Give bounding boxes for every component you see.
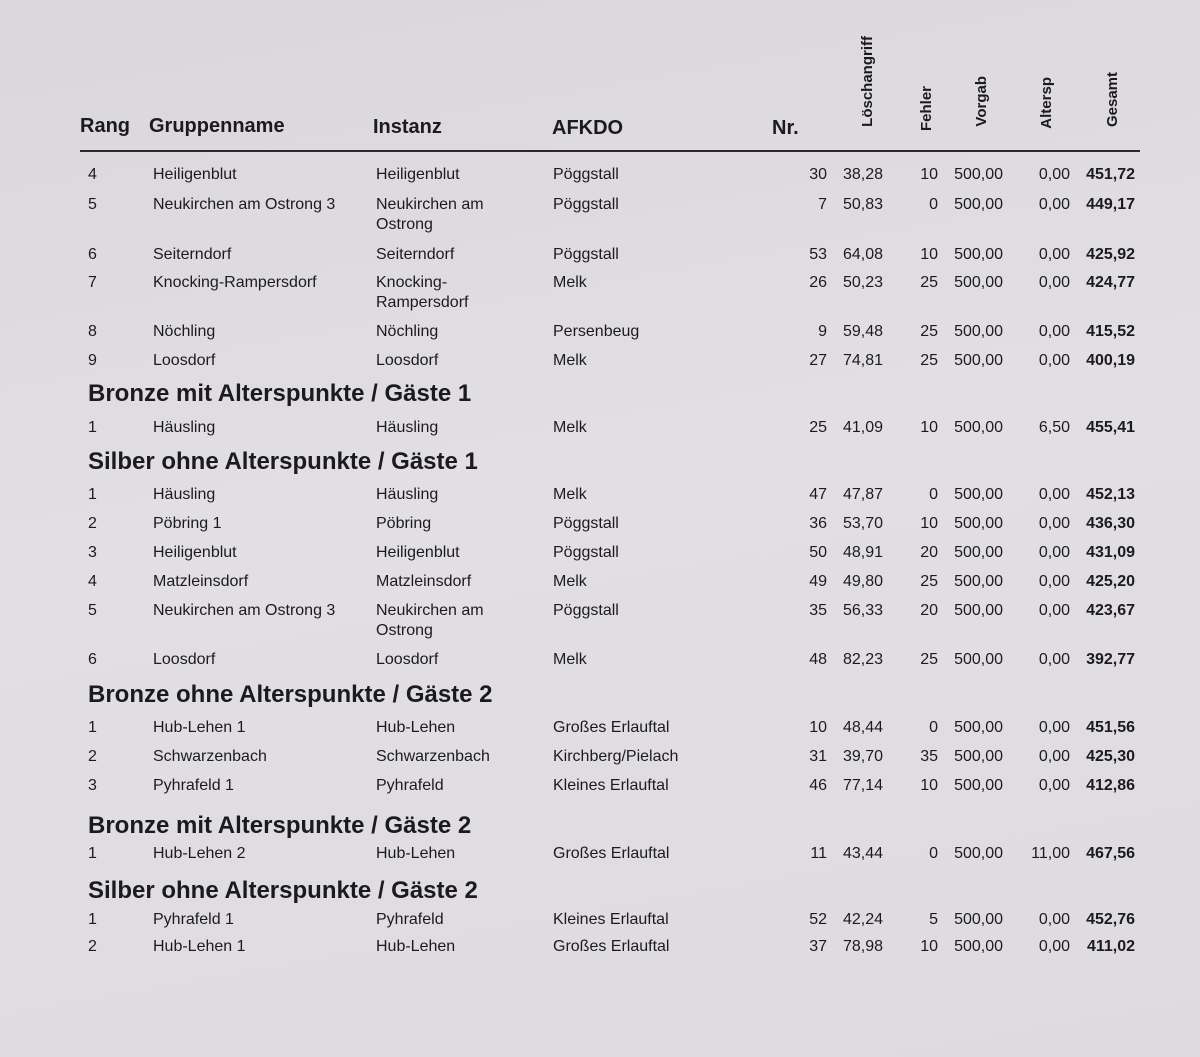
cell-name: Neukirchen am Ostrong 3 <box>153 602 336 619</box>
cell-nr: 35 <box>809 602 827 619</box>
cell-vorgabe: 500,00 <box>954 748 1003 765</box>
cell-rang: 4 <box>88 573 97 590</box>
table-row <box>0 245 1200 275</box>
cell-afkdo: Kirchberg/Pielach <box>553 748 679 765</box>
cell-alter: 0,00 <box>1038 602 1070 619</box>
table-row <box>0 650 1200 680</box>
cell-name: Seiterndorf <box>153 246 232 263</box>
cell-alter: 6,50 <box>1038 419 1070 436</box>
cell-name: Heiligenblut <box>153 544 237 561</box>
cell-gesamt: 452,76 <box>1086 911 1135 928</box>
table-row <box>0 747 1200 777</box>
cell-gesamt: 425,92 <box>1086 246 1135 263</box>
cell-fehler: 0 <box>929 845 938 862</box>
cell-vorgabe: 500,00 <box>954 515 1003 532</box>
section-title: Bronze mit Alterspunkte / Gäste 1 <box>88 380 472 407</box>
cell-instanz: Pöbring <box>376 515 432 532</box>
cell-loesch: 82,23 <box>842 651 883 668</box>
cell-rang: 2 <box>88 938 97 955</box>
header-fehler: Fehler <box>918 86 935 132</box>
cell-fehler: 25 <box>920 352 938 369</box>
cell-nr: 27 <box>809 352 827 369</box>
cell-rang: 6 <box>88 246 97 263</box>
header-altersp: Altersp <box>1038 77 1055 129</box>
cell-instanz: Neukirchen am Ostrong <box>376 196 484 233</box>
cell-gesamt: 452,13 <box>1086 486 1135 503</box>
cell-fehler: 25 <box>920 573 938 590</box>
cell-name: Häusling <box>153 419 216 436</box>
cell-rang: 1 <box>88 719 97 736</box>
cell-nr: 37 <box>809 938 827 955</box>
cell-afkdo: Melk <box>553 486 587 503</box>
cell-fehler: 0 <box>929 486 938 503</box>
cell-nr: 47 <box>809 486 827 503</box>
cell-alter: 11,00 <box>1031 845 1070 862</box>
cell-alter: 0,00 <box>1038 748 1070 765</box>
cell-vorgabe: 500,00 <box>954 573 1003 590</box>
cell-gesamt: 451,72 <box>1086 166 1135 183</box>
cell-vorgabe: 500,00 <box>954 845 1003 862</box>
cell-instanz: Häusling <box>376 486 439 503</box>
cell-loesch: 78,98 <box>842 938 883 955</box>
cell-loesch: 39,70 <box>842 748 883 765</box>
header-vorgab: Vorgab <box>973 76 990 127</box>
cell-afkdo: Melk <box>553 274 587 291</box>
cell-gesamt: 411,02 <box>1086 938 1135 955</box>
cell-name: Nöchling <box>153 323 216 340</box>
cell-fehler: 10 <box>920 419 938 436</box>
cell-name: Hub-Lehen 2 <box>153 845 246 862</box>
cell-rang: 9 <box>88 352 97 369</box>
cell-afkdo: Pöggstall <box>553 602 619 619</box>
cell-rang: 1 <box>88 911 97 928</box>
cell-loesch: 56,33 <box>842 602 883 619</box>
cell-loesch: 53,70 <box>842 515 883 532</box>
cell-name: Pyhrafeld 1 <box>153 911 234 928</box>
table-row <box>0 910 1200 940</box>
cell-nr: 46 <box>809 777 827 794</box>
cell-loesch: 59,48 <box>842 323 883 340</box>
cell-fehler: 10 <box>920 515 938 532</box>
cell-name: Pyhrafeld 1 <box>153 777 234 794</box>
cell-gesamt: 415,52 <box>1086 323 1135 340</box>
cell-loesch: 49,80 <box>842 573 883 590</box>
cell-name: Heiligenblut <box>153 166 237 183</box>
cell-vorgabe: 500,00 <box>954 544 1003 561</box>
cell-gesamt: 451,56 <box>1086 719 1135 736</box>
cell-gesamt: 424,77 <box>1086 274 1135 291</box>
cell-afkdo: Melk <box>553 573 587 590</box>
table-row <box>0 937 1200 967</box>
header-nr: Nr. <box>772 117 799 139</box>
cell-fehler: 5 <box>929 911 938 928</box>
cell-alter: 0,00 <box>1038 246 1070 263</box>
cell-rang: 1 <box>88 419 97 436</box>
header-instanz: Instanz <box>373 116 442 138</box>
cell-instanz: Heiligenblut <box>376 544 460 561</box>
cell-instanz: Seiterndorf <box>376 246 455 263</box>
cell-vorgabe: 500,00 <box>954 352 1003 369</box>
header-rule <box>80 150 1140 152</box>
header-gruppenname: Gruppenname <box>149 115 285 137</box>
cell-nr: 36 <box>809 515 827 532</box>
cell-vorgabe: 500,00 <box>954 166 1003 183</box>
table-row <box>0 718 1200 748</box>
cell-name: Neukirchen am Ostrong 3 <box>153 196 336 213</box>
cell-rang: 8 <box>88 323 97 340</box>
cell-rang: 1 <box>88 486 97 503</box>
cell-loesch: 50,23 <box>842 274 883 291</box>
cell-instanz: Matzleinsdorf <box>376 573 472 590</box>
cell-nr: 26 <box>809 274 827 291</box>
cell-fehler: 25 <box>920 323 938 340</box>
cell-alter: 0,00 <box>1038 573 1070 590</box>
cell-afkdo: Pöggstall <box>553 166 619 183</box>
cell-loesch: 48,44 <box>842 719 883 736</box>
cell-gesamt: 423,67 <box>1086 602 1135 619</box>
cell-gesamt: 431,09 <box>1086 544 1135 561</box>
cell-name: Pöbring 1 <box>153 515 222 532</box>
cell-afkdo: Großes Erlauftal <box>553 719 670 736</box>
cell-fehler: 25 <box>920 651 938 668</box>
cell-name: Loosdorf <box>153 651 216 668</box>
cell-instanz: Hub-Lehen <box>376 845 456 862</box>
cell-instanz: Pyhrafeld <box>376 777 444 794</box>
section-title: Bronze mit Alterspunkte / Gäste 2 <box>88 812 472 839</box>
table-row <box>0 322 1200 352</box>
header-afkdo: AFKDO <box>552 117 624 139</box>
cell-gesamt: 425,30 <box>1086 748 1135 765</box>
cell-name: Knocking-Rampersdorf <box>153 274 317 291</box>
cell-nr: 49 <box>809 573 827 590</box>
cell-alter: 0,00 <box>1038 544 1070 561</box>
cell-gesamt: 425,20 <box>1086 573 1135 590</box>
cell-alter: 0,00 <box>1038 777 1070 794</box>
table-row <box>0 601 1200 639</box>
cell-loesch: 64,08 <box>842 246 883 263</box>
cell-nr: 7 <box>818 196 827 213</box>
cell-vorgabe: 500,00 <box>954 938 1003 955</box>
section-title: Bronze ohne Alterspunkte / Gäste 2 <box>88 681 493 708</box>
cell-fehler: 0 <box>929 719 938 736</box>
cell-gesamt: 449,17 <box>1086 196 1135 213</box>
table-row <box>0 485 1200 515</box>
cell-loesch: 41,09 <box>842 419 883 436</box>
cell-alter: 0,00 <box>1038 352 1070 369</box>
cell-gesamt: 467,56 <box>1086 845 1135 862</box>
cell-nr: 30 <box>809 166 827 183</box>
cell-vorgabe: 500,00 <box>954 486 1003 503</box>
cell-afkdo: Persenbeug <box>553 323 640 340</box>
cell-afkdo: Pöggstall <box>553 246 619 263</box>
cell-vorgabe: 500,00 <box>954 602 1003 619</box>
cell-instanz: Neukirchen am Ostrong <box>376 602 484 639</box>
cell-afkdo: Melk <box>553 419 587 436</box>
section-title: Silber ohne Alterspunkte / Gäste 1 <box>88 448 478 475</box>
cell-instanz: Pyhrafeld <box>376 911 444 928</box>
cell-loesch: 77,14 <box>842 777 883 794</box>
cell-vorgabe: 500,00 <box>954 777 1003 794</box>
cell-instanz: Häusling <box>376 419 439 436</box>
cell-nr: 48 <box>809 651 827 668</box>
cell-vorgabe: 500,00 <box>954 323 1003 340</box>
cell-alter: 0,00 <box>1038 196 1070 213</box>
section-title: Silber ohne Alterspunkte / Gäste 2 <box>88 877 478 904</box>
cell-afkdo: Pöggstall <box>553 196 619 213</box>
cell-loesch: 43,44 <box>842 845 883 862</box>
cell-vorgabe: 500,00 <box>954 274 1003 291</box>
cell-rang: 5 <box>88 196 97 213</box>
cell-loesch: 38,28 <box>842 166 883 183</box>
cell-instanz: Schwarzenbach <box>376 748 490 765</box>
cell-instanz: Loosdorf <box>376 352 439 369</box>
table-row <box>0 572 1200 602</box>
cell-instanz: Knocking-Rampersdorf <box>376 274 469 311</box>
cell-nr: 50 <box>809 544 827 561</box>
cell-fehler: 10 <box>920 777 938 794</box>
cell-loesch: 74,81 <box>842 352 883 369</box>
cell-rang: 4 <box>88 166 97 183</box>
header-gesamt: Gesamt <box>1104 72 1121 128</box>
cell-loesch: 47,87 <box>842 486 883 503</box>
cell-afkdo: Pöggstall <box>553 544 619 561</box>
cell-loesch: 48,91 <box>842 544 883 561</box>
cell-rang: 7 <box>88 274 97 291</box>
cell-alter: 0,00 <box>1038 323 1070 340</box>
cell-fehler: 10 <box>920 166 938 183</box>
table-row <box>0 165 1200 195</box>
cell-name: Matzleinsdorf <box>153 573 249 590</box>
cell-name: Loosdorf <box>153 352 216 369</box>
cell-nr: 11 <box>810 845 827 862</box>
cell-gesamt: 412,86 <box>1086 777 1135 794</box>
cell-alter: 0,00 <box>1038 911 1070 928</box>
cell-fehler: 0 <box>929 196 938 213</box>
cell-instanz: Nöchling <box>376 323 439 340</box>
cell-afkdo: Pöggstall <box>553 515 619 532</box>
cell-rang: 2 <box>88 515 97 532</box>
cell-alter: 0,00 <box>1038 651 1070 668</box>
cell-fehler: 20 <box>920 602 938 619</box>
cell-instanz: Heiligenblut <box>376 166 460 183</box>
table-row <box>0 418 1200 448</box>
table-row <box>0 844 1200 874</box>
cell-afkdo: Kleines Erlauftal <box>553 911 669 928</box>
cell-vorgabe: 500,00 <box>954 719 1003 736</box>
cell-nr: 31 <box>809 748 827 765</box>
cell-fehler: 10 <box>920 246 938 263</box>
cell-gesamt: 436,30 <box>1086 515 1135 532</box>
cell-vorgabe: 500,00 <box>954 196 1003 213</box>
header-loeschangriff: Löschangriff <box>859 36 876 127</box>
table-row <box>0 776 1200 806</box>
cell-nr: 10 <box>809 719 827 736</box>
cell-alter: 0,00 <box>1038 166 1070 183</box>
cell-rang: 2 <box>88 748 97 765</box>
cell-afkdo: Großes Erlauftal <box>553 845 670 862</box>
cell-name: Hub-Lehen 1 <box>153 938 246 955</box>
table-row <box>0 195 1200 233</box>
cell-fehler: 10 <box>920 938 938 955</box>
cell-vorgabe: 500,00 <box>954 911 1003 928</box>
cell-afkdo: Kleines Erlauftal <box>553 777 669 794</box>
cell-alter: 0,00 <box>1038 486 1070 503</box>
cell-rang: 3 <box>88 544 97 561</box>
cell-nr: 25 <box>809 419 827 436</box>
cell-rang: 3 <box>88 777 97 794</box>
cell-fehler: 20 <box>920 544 938 561</box>
table-row <box>0 351 1200 381</box>
cell-instanz: Loosdorf <box>376 651 439 668</box>
cell-vorgabe: 500,00 <box>954 651 1003 668</box>
cell-vorgabe: 500,00 <box>954 419 1003 436</box>
cell-gesamt: 455,41 <box>1086 419 1135 436</box>
cell-alter: 0,00 <box>1038 515 1070 532</box>
table-row <box>0 273 1200 311</box>
cell-nr: 52 <box>809 911 827 928</box>
cell-name: Hub-Lehen 1 <box>153 719 246 736</box>
cell-gesamt: 400,19 <box>1086 352 1135 369</box>
cell-fehler: 35 <box>920 748 938 765</box>
cell-loesch: 50,83 <box>842 196 883 213</box>
table-row <box>0 514 1200 544</box>
cell-instanz: Hub-Lehen <box>376 719 456 736</box>
cell-alter: 0,00 <box>1038 719 1070 736</box>
cell-afkdo: Melk <box>553 352 587 369</box>
cell-vorgabe: 500,00 <box>954 246 1003 263</box>
cell-alter: 0,00 <box>1038 274 1070 291</box>
cell-afkdo: Großes Erlauftal <box>553 938 670 955</box>
cell-name: Häusling <box>153 486 216 503</box>
header-rang: Rang <box>80 115 130 137</box>
cell-instanz: Hub-Lehen <box>376 938 456 955</box>
cell-fehler: 25 <box>920 274 938 291</box>
cell-rang: 5 <box>88 602 97 619</box>
cell-nr: 53 <box>809 246 827 263</box>
cell-alter: 0,00 <box>1038 938 1070 955</box>
cell-rang: 1 <box>88 845 97 862</box>
table-row <box>0 543 1200 573</box>
cell-rang: 6 <box>88 651 97 668</box>
cell-gesamt: 392,77 <box>1086 651 1135 668</box>
cell-nr: 9 <box>818 323 827 340</box>
cell-loesch: 42,24 <box>842 911 883 928</box>
cell-afkdo: Melk <box>553 651 587 668</box>
cell-name: Schwarzenbach <box>153 748 267 765</box>
